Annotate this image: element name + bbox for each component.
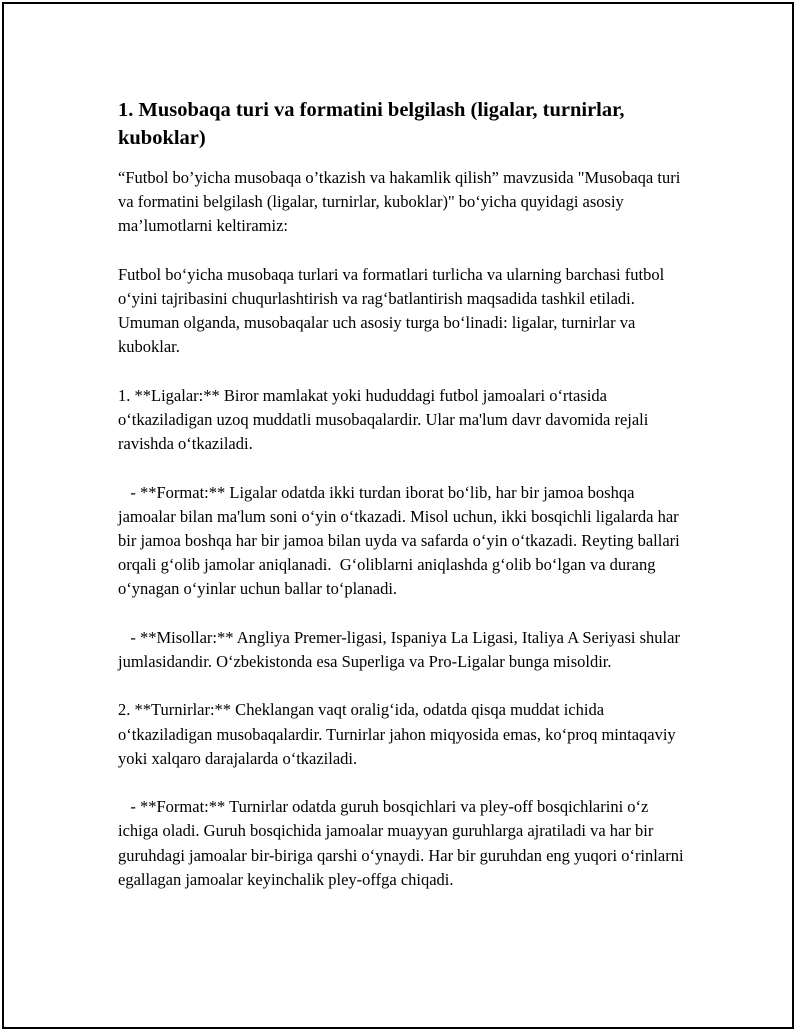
intro-paragraph: “Futbol bo’yicha musobaqa o’tkazish va hakamlik qilish” mavzusida "Musobaqa turi va formatini belgilash (ligalar, turnirlar, kuboklar)" bo‘yicha quyidagi asosiy ma’lumotlarni keltiramiz: — [118, 168, 685, 236]
document-body — [118, 96, 688, 916]
overview-paragraph: Futbol bo‘yicha musobaqa turlari va formatlari turlicha va ularning barchasi futbol o‘yini tajribasini chuqurlashtirish va rag‘batlantirish maqsadida tashkil etiladi. Umuman olganda, musobaqalar uch asosiy turga bo‘linadi: ligalar, turnirlar va kuboklar. — [118, 264, 669, 357]
tournaments-format-paragraph: - **Format:** Turnirlar odatda guruh bosqichlari va pley-off bosqichlarini o‘z ichiga oladi. Guruh bosqichida jamoalar muayyan guruhlarga ajratiladi va har bir guruhdagi jamoalar bir-biriga qarshi o‘ynaydi. Har bir guruhdan eng yuqori o‘rinlarni egallagan jamoalar keyinchalik pley-offga chiqadi. — [118, 797, 688, 889]
tournaments-paragraph: 2. **Turnirlar:** Cheklangan vaqt oralig‘ida, odatda qisqa muddat ichida o‘tkaziladigan musobaqalardir. Turnirlar jahon miqyosida emas, ko‘proq mintaqaviy yoki xalqaro darajalarda o‘tkaziladi. — [118, 700, 680, 768]
leagues-examples-paragraph: - **Misollar:** Angliya Premer-ligasi, Ispaniya La Ligasi, Italiya A Seriyasi shular jumlasidandir. O‘zbekistonda esa Superliga va Pro-Ligalar bunga misoldir. — [118, 627, 685, 671]
section-heading: 1. Musobaqa turi va formatini belgilash (ligalar, turnirlar, kuboklar) — [118, 99, 625, 149]
leagues-paragraph: 1. **Ligalar:** Biror mamlakat yoki hududdagi futbol jamoalari o‘rtasida o‘tkaziladigan uzoq muddatli musobaqalardir. Ular ma'lum davr davomida rejali ravishda o‘tkaziladi. — [118, 385, 653, 454]
leagues-format-paragraph: - **Format:** Ligalar odatda ikki turdan iborat bo‘lib, har bir jamoa boshqa jamoalar bilan ma'lum soni o‘yin o‘tkazadi. Misol uchun, ikki bosqichli ligalarda har bir jamoa boshqa har bir jamoa bilan uyda va safarda o‘yin o‘tkazadi. Reyting ballari orqali g‘olib jamolar aniqlanadi. G‘oliblarni aniqlashda g‘olib bo‘lgan va durang o‘ynagan o‘yinlar uchun ballar to‘planadi. — [118, 482, 684, 599]
